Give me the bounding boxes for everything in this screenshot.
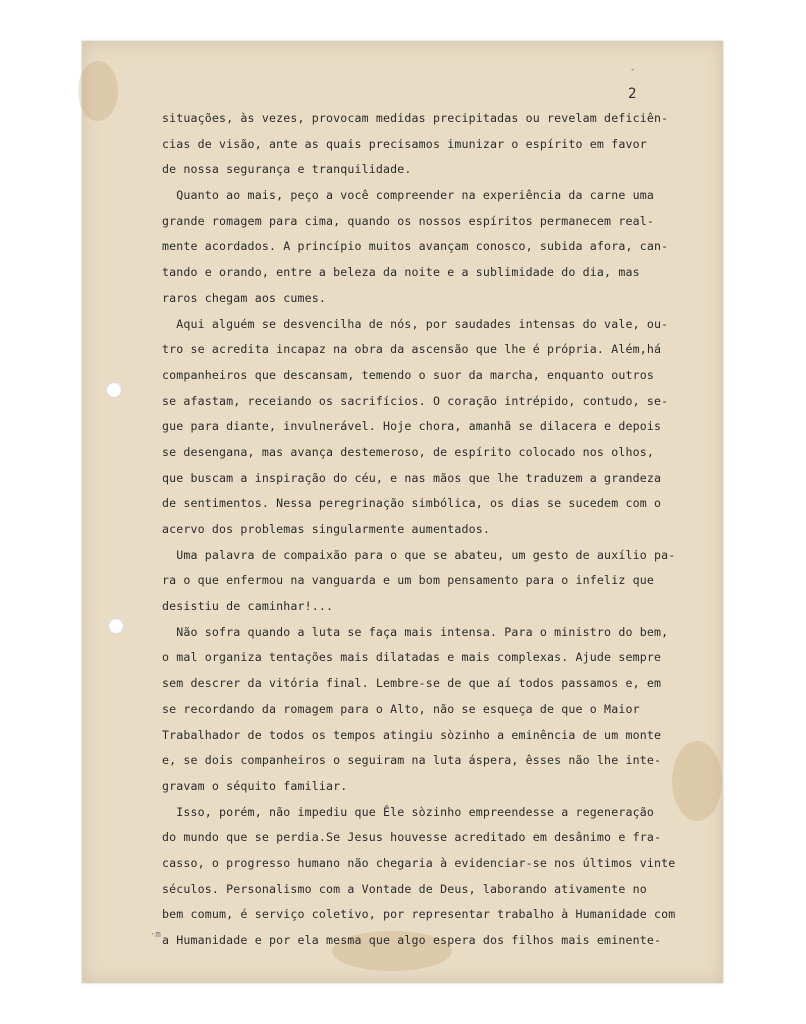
text-line: companheiros que descansam, temendo o suor da marcha, enquanto outros bbox=[162, 367, 654, 382]
text-line: de nossa segurança e tranquilidade. bbox=[162, 162, 412, 177]
text-line: mente acordados. A princípio muitos avançam conosco, subida afora, can- bbox=[162, 239, 669, 254]
text-line: tro se acredita incapaz na obra da ascensão que lhe é própria. Além,há bbox=[162, 342, 662, 357]
corner-mark: - bbox=[630, 65, 636, 75]
text-line: que buscam a inspiração do céu, e nas mãos que lhe traduzem a grandeza bbox=[162, 470, 662, 485]
text-line: gravam o séquito familiar. bbox=[162, 778, 348, 793]
text-line: tando e orando, entre a beleza da noite e a sublimidade do dia, mas bbox=[162, 265, 640, 280]
punch-hole-bottom bbox=[108, 618, 124, 634]
text-line: se desengana, mas avança destemeroso, de espírito colocado nos olhos, bbox=[162, 444, 654, 459]
margin-mark: ·m bbox=[150, 930, 161, 940]
text-line: do mundo que se perdia.Se Jesus houvesse acreditado em desânimo e fra- bbox=[162, 830, 662, 845]
text-line: casso, o progresso humano não chegaria à evidenciar-se nos últimos vinte bbox=[162, 855, 676, 870]
text-line: a Humanidade e por ela mesma que algo espera dos filhos mais eminente- bbox=[162, 933, 662, 947]
text-line: se afastam, receiando os sacrifícios. O coração intrépido, contudo, se- bbox=[162, 393, 669, 408]
text-line: desistiu de caminhar!... bbox=[162, 599, 334, 614]
text-line: Isso, porém, não impediu que Êle sòzinho empreendesse a regeneração bbox=[162, 804, 654, 819]
text-line: Não sofra quando a luta se faça mais intensa. Para o ministro do bem, bbox=[162, 624, 669, 639]
text-line: sem descrer da vitória final. Lembre-se de que aí todos passamos e, em bbox=[162, 676, 662, 691]
text-line: acervo dos problemas singularmente aumentados. bbox=[162, 522, 490, 536]
text-line: e, se dois companheiros o seguiram na luta áspera, êsses não lhe inte- bbox=[162, 753, 662, 768]
age-stain bbox=[78, 61, 118, 121]
text-line: Quanto ao mais, peço a você compreender na experiência da carne uma bbox=[162, 188, 654, 203]
text-line: de sentimentos. Nessa peregrinação simbólica, os dias se sucedem com o bbox=[162, 496, 662, 511]
text-line: bem comum, é serviço coletivo, por representar trabalho à Humanidade com bbox=[162, 907, 676, 922]
text-line: séculos. Personalismo com a Vontade de Deus, laborando ativamente no bbox=[162, 881, 647, 896]
punch-hole-top bbox=[106, 382, 122, 398]
text-line: cias de visão, ante as quais precisamos imunizar o espírito em favor bbox=[162, 136, 647, 151]
text-line: Uma palavra de compaixão para o que se abateu, um gesto de auxílio pa- bbox=[162, 547, 676, 562]
text-line: raros chegam aos cumes. bbox=[162, 290, 326, 305]
typed-letter-body bbox=[162, 106, 718, 954]
text-line: Aqui alguém se desvencilha de nós, por saudades intensas do vale, ou- bbox=[162, 316, 669, 331]
page-number: 2 bbox=[628, 86, 637, 102]
text-line: ra o que enfermou na vanguarda e um bom pensamento para o infeliz que bbox=[162, 573, 654, 588]
text-line: situações, às vezes, provocam medidas precipitadas ou revelam deficiên- bbox=[162, 111, 669, 125]
text-line: Trabalhador de todos os tempos atingiu sòzinho a eminência de um monte bbox=[162, 727, 662, 742]
text-line: gue para diante, invulnerável. Hoje chora, amanhã se dilacera e depois bbox=[162, 419, 662, 434]
text-line: grande romagem para cima, quando os nossos espíritos permanecem real- bbox=[162, 213, 654, 228]
text-line: o mal organiza tentações mais dilatadas e mais complexas. Ajude sempre bbox=[162, 650, 662, 665]
text-line: se recordando da romagem para o Alto, não se esqueça de que o Maior bbox=[162, 701, 640, 716]
